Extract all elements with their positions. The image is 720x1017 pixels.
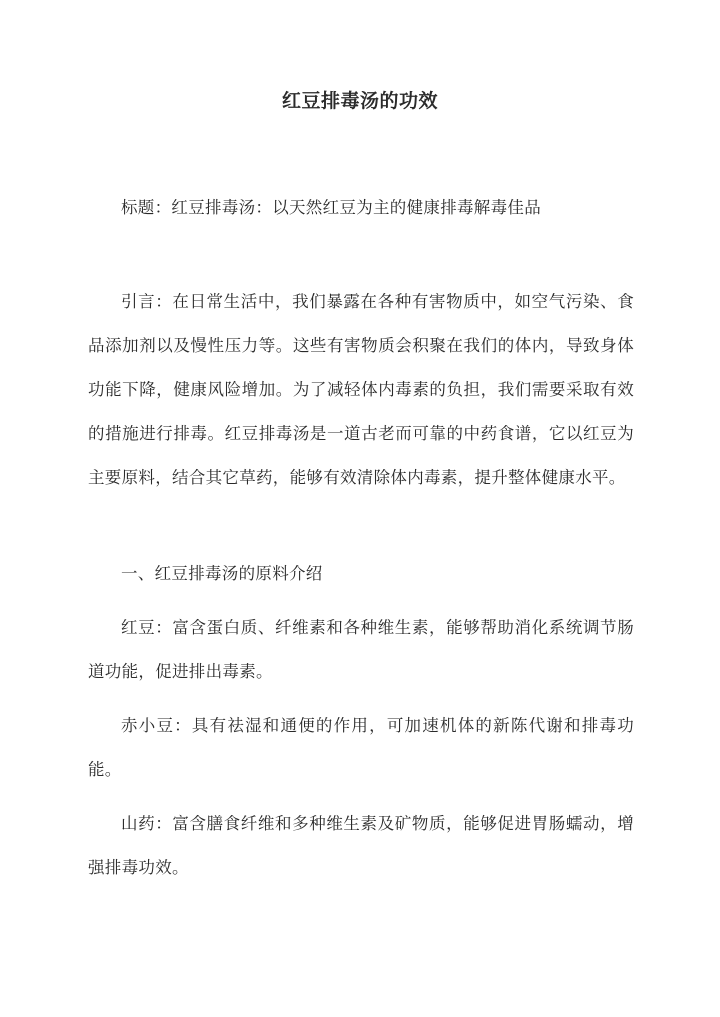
subtitle-paragraph: 标题：红豆排毒汤：以天然红豆为主的健康排毒解毒佳品	[121, 198, 541, 217]
ingredient-paragraph-adzuki-bean: 赤小豆：具有祛湿和通便的作用，可加速机体的新陈代谢和排毒功能。	[88, 716, 634, 779]
ingredient-paragraph-yam: 山药：富含膳食纤维和多种维生素及矿物质，能够促进胃肠蠕动，增强排毒功效。	[88, 814, 634, 877]
section-heading: 一、红豆排毒汤的原料介绍	[121, 564, 323, 583]
intro-paragraph: 引言：在日常生活中，我们暴露在各种有害物质中，如空气污染、食品添加剂以及慢性压力等。这些有害物质会积聚在我们的体内，导致身体功能下降，健康风险增加。为了减轻体内毒素的负担，我们需要采取有效的措施进行排毒。红豆排毒汤是一道古老而可靠的中药食谱，它以红豆为主要原料，结合其它草药，能够有效清除体内毒素，提升整体健康水平。	[88, 292, 634, 487]
document-title: 红豆排毒汤的功效	[281, 90, 438, 112]
ingredient-paragraph-red-bean: 红豆：富含蛋白质、纤维素和各种维生素，能够帮助消化系统调节肠道功能，促进排出毒素。	[88, 618, 634, 681]
